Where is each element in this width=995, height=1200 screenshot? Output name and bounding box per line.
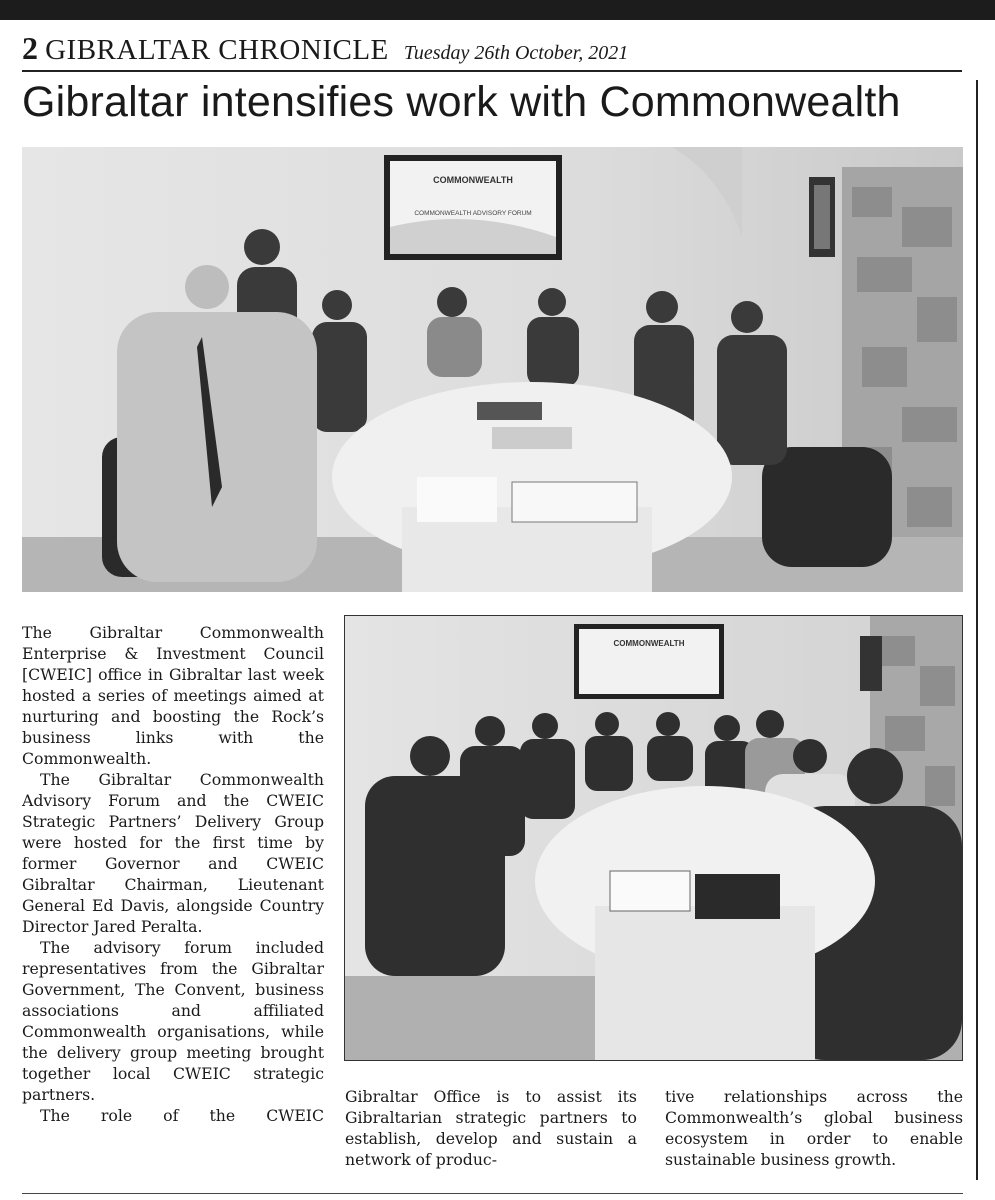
- publication-name: GIBRALTAR CHRONICLE: [45, 34, 389, 66]
- tv-screen-subtitle: COMMONWEALTH ADVISORY FORUM: [414, 210, 532, 217]
- masthead: [22, 30, 628, 70]
- article-paragraph: The advisory forum included representatives from the Gibraltar Government, The Convent, business associations and affiliated Commonwealth organisations, while the delivery group meeting brought together local CWEIC strategic partners.: [22, 938, 324, 1104]
- masthead-rule: [22, 70, 962, 72]
- article-column-2: [345, 1086, 637, 1170]
- tv-screen-title-2: COMMONWEALTH: [613, 639, 685, 648]
- article-paragraph: The role of the CWEIC: [40, 1106, 324, 1125]
- meeting-photo-advisory-forum: [22, 147, 963, 592]
- bottom-rule: [22, 1193, 963, 1194]
- column-rule: [976, 80, 978, 1180]
- headline: Gibraltar intensifies work with Commonwealth: [22, 78, 901, 126]
- meeting-photo-delivery-group: [344, 615, 963, 1061]
- article-paragraph: The Gibraltar Commonwealth Enterprise & Investment Council [CWEIC] office in Gibraltar last week hosted a series of meetings aimed at nurturing and boosting the Rock’s business links with the Commonwealth.: [22, 623, 324, 768]
- article-paragraph: The Gibraltar Commonwealth Advisory Forum and the CWEIC Strategic Partners’ Delivery Group were hosted for the first time by former Governor and CWEIC Gibraltar Chairman, Lieutenant General Ed Davis, alongside Country Director Jared Peralta.: [22, 770, 324, 936]
- issue-date: Tuesday 26th October, 2021: [403, 42, 629, 64]
- tv-screen-title: COMMONWEALTH: [433, 175, 513, 185]
- article-column-1: [22, 622, 324, 1126]
- top-dark-bar: [0, 0, 995, 20]
- article-paragraph: tive relationships across the Commonwealth’s global business ecosystem in order to enable sustainable business growth.: [665, 1087, 963, 1169]
- page-number: 2: [22, 30, 38, 66]
- article-paragraph: Gibraltar Office is to assist its Gibraltarian strategic partners to establish, develop and sustain a network of produc-: [345, 1087, 637, 1169]
- article-column-3: [665, 1086, 963, 1170]
